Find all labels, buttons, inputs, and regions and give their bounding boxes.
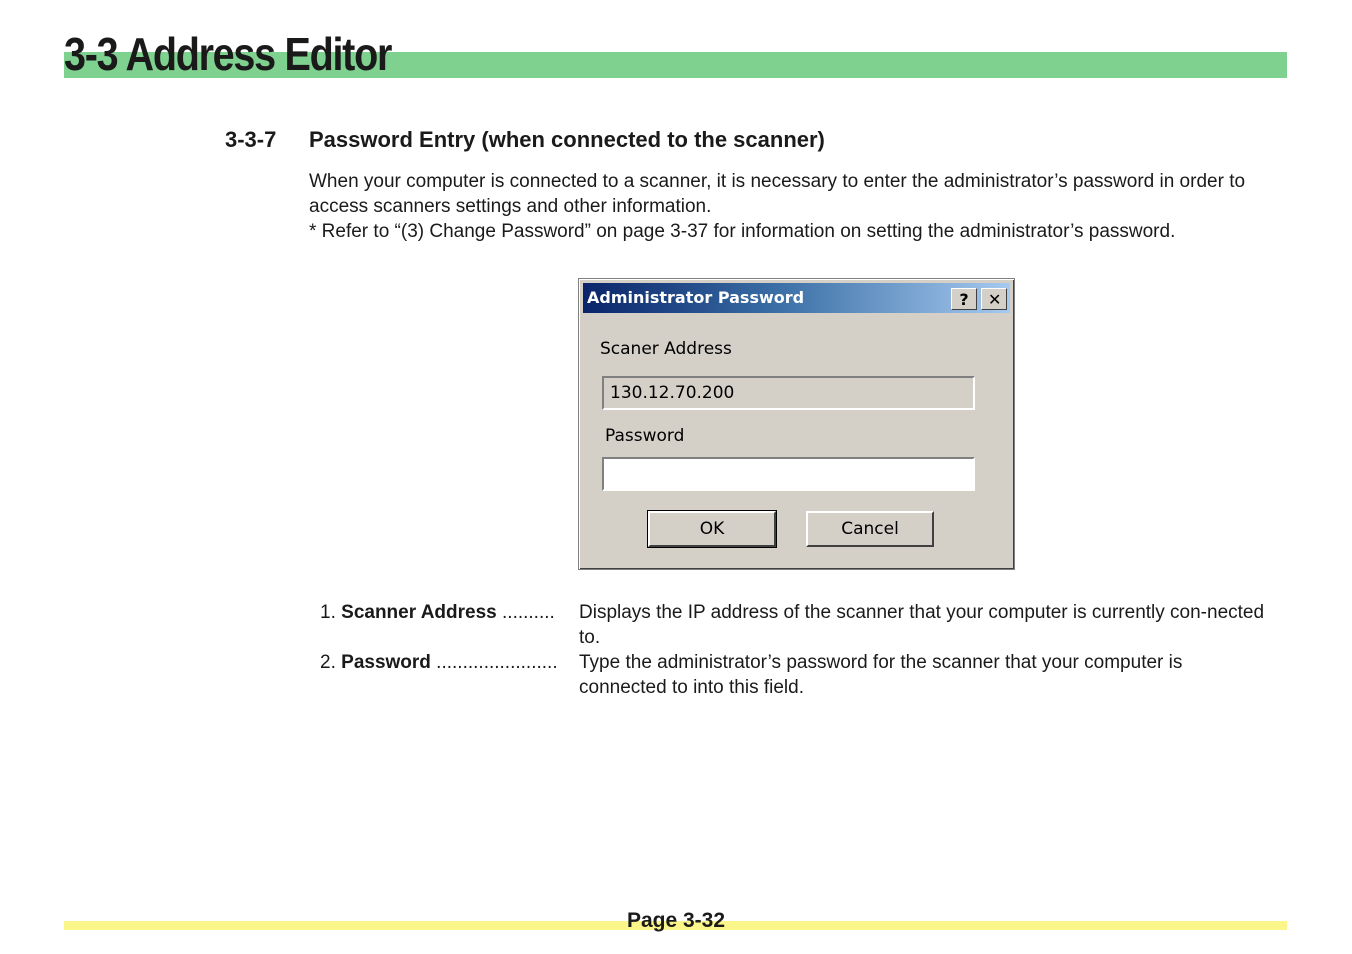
- leader-dots: ..........: [496, 602, 555, 623]
- term-label: Password: [341, 652, 431, 673]
- section-body: [309, 169, 1269, 244]
- description-term: [320, 650, 578, 675]
- body-paragraph: When your computer is connected to a scanner, it is necessary to enter the administrator’s password in order to access scanners settings and other information.: [309, 171, 1246, 217]
- item-number: 2.: [320, 652, 336, 673]
- password-input[interactable]: [602, 457, 975, 491]
- close-icon: ✕: [988, 290, 1002, 309]
- item-number: 1.: [320, 602, 336, 623]
- body-note: * Refer to “(3) Change Password” on page 3-37 for information on setting the administrator’s password.: [309, 221, 1176, 242]
- help-button[interactable]: [951, 288, 977, 310]
- description-definition: Displays the IP address of the scanner that your computer is currently con-nected to.: [579, 602, 1265, 648]
- dialog-titlebar[interactable]: [583, 283, 1010, 313]
- page-number: Page 3-32: [626, 909, 726, 932]
- section-number: 3-3-7: [225, 127, 277, 152]
- scanner-address-label: Scaner Address: [600, 339, 732, 359]
- description-definition: Type the administrator’s password for the scanner that your computer is connected to into this field.: [579, 652, 1183, 698]
- password-label: Password: [605, 426, 685, 446]
- administrator-password-dialog: [578, 278, 1015, 570]
- help-icon: ?: [959, 290, 969, 309]
- section-title: Password Entry (when connected to the scanner): [309, 127, 825, 152]
- scanner-address-field: [602, 376, 975, 410]
- ok-button[interactable]: OK: [648, 511, 776, 547]
- term-label: Scanner Address: [341, 602, 497, 623]
- dialog-title: Administrator Password: [587, 288, 805, 307]
- close-button[interactable]: [981, 288, 1007, 310]
- leader-dots: .......................: [430, 652, 558, 673]
- description-term: [320, 600, 578, 625]
- page-title: 3-3 Address Editor: [64, 28, 392, 80]
- cancel-button[interactable]: Cancel: [806, 511, 934, 547]
